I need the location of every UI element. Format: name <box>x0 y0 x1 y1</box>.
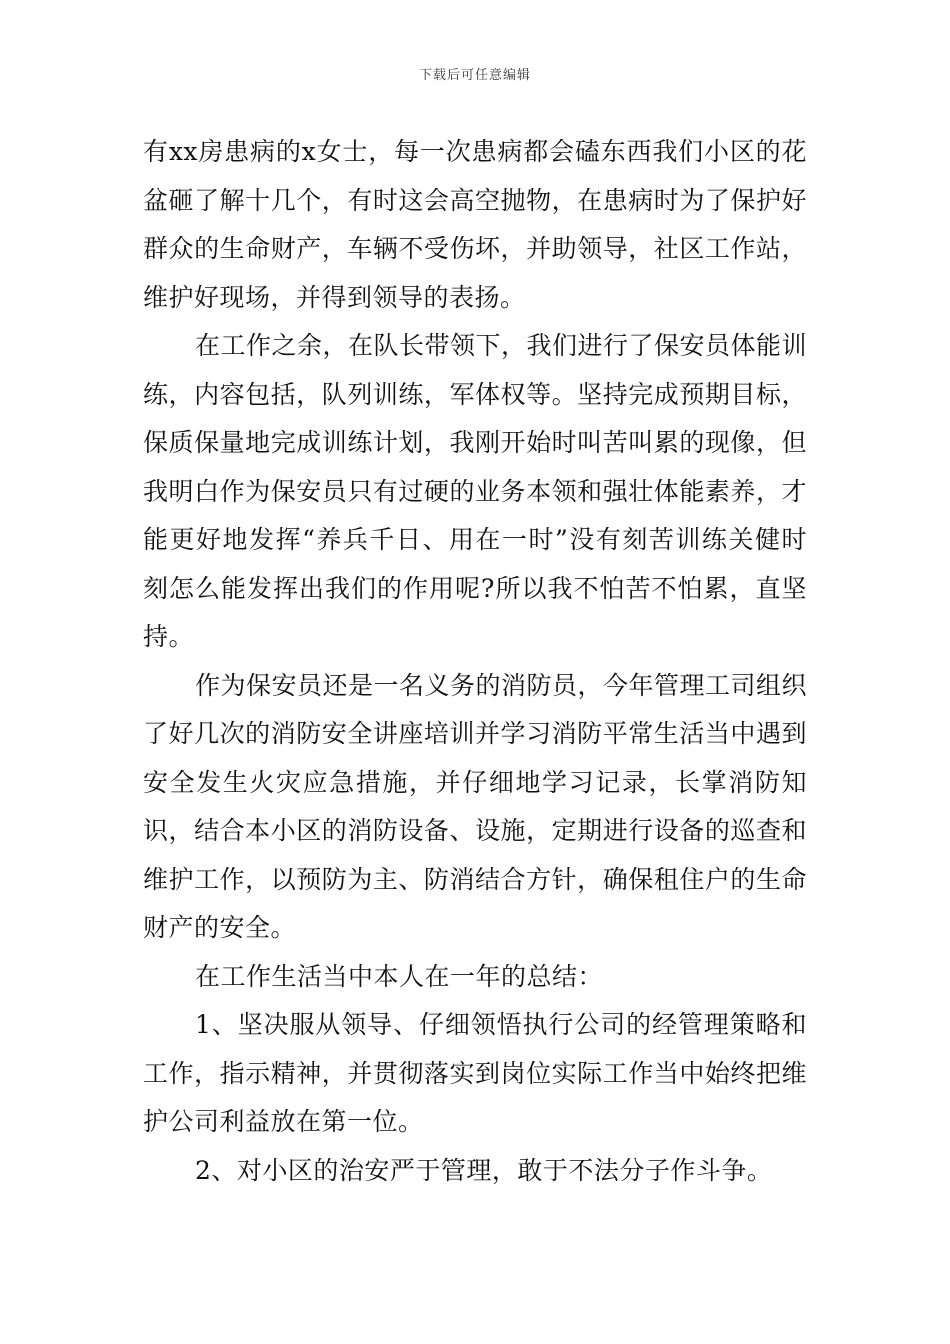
page-header: 下载后可任意编辑 <box>418 68 531 83</box>
paragraph-3: 作为保安员还是一名义务的消防员，今年管理工司组织了好几次的消防安全讲座培训并学习消防平常生活当中遇到安全发生火灾应急措施，并仔细地学习记录，长掌消防知识，结合本小区的消防设备、设施，定期进行设备的巡查和维护工作，以预防为主、防消结合方针，确保租住户的生命财产的安全。 <box>143 670 808 942</box>
paragraph-6: 2、对小区的治安严于管理，敢于不法分子作斗争。 <box>195 1155 773 1185</box>
paragraph-1: 有xx房患病的x女士，每一次患病都会磕东西我们小区的花盆砸了解十几个，有时这会高空抛物，在患病时为了保护好群众的生命财产，车辆不受伤坏，并助领导，社区工作站，维护好现场，并得到领导的表扬。 <box>143 137 807 312</box>
paragraph-2: 在工作之余，在队长带领下，我们进行了保安员体能训练，内容包括，队列训练，军体权等。坚持完成预期目标，保质保量地完成训练计划，我刚开始时叫苦叫累的现像，但我明白作为保安员只有过硬的业务本领和强壮体能素养，才能更好地发挥“养兵千日、用在一时”没有刻苦训练关健时刻怎么能发挥出我们的作用呢?所以我不怕苦不怕累，直坚持。 <box>143 331 808 651</box>
paragraph-5: 1、坚决服从领导、仔细领悟执行公司的经管理策略和工作，指示精神，并贯彻落实到岗位实际工作当中始终把维护公司利益放在第一位。 <box>143 1010 807 1136</box>
document-body <box>143 128 807 1195</box>
paragraph-4: 在工作生活当中本人在一年的总结： <box>195 961 604 991</box>
